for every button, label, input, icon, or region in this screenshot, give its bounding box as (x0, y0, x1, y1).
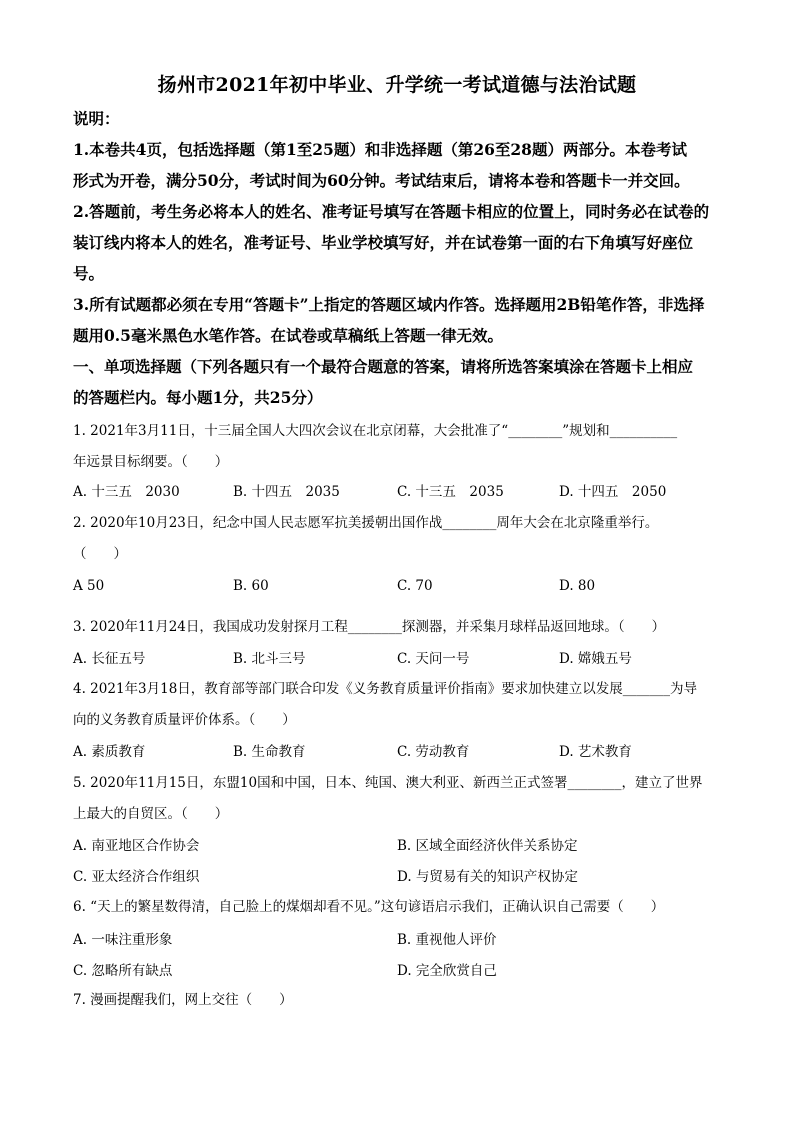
option-b: B. 生命教育 (233, 744, 306, 760)
option-b: B. 重视他人评价 (397, 932, 497, 948)
instruction-line: 1.本卷共4页，包括选择题（第1至25题）和非选择题（第26至28题）两部分。本卷考试 (73, 140, 687, 159)
section-heading: 一、单项选择题（下列各题只有一个最符合题意的答案，请将所选答案填涂在答题卡上相应 (73, 357, 694, 376)
option-c: C. 十三五 2035 (397, 484, 504, 500)
option-a: A. 素质教育 (73, 744, 146, 760)
question-text: （ ） (73, 546, 127, 562)
question-4-options (73, 741, 723, 763)
option-b: B. 北斗三号 (233, 651, 306, 667)
option-a: A 50 (73, 578, 105, 594)
question-text: 年远景目标纲要。（ ） (73, 454, 229, 470)
option-d: D. 80 (559, 578, 596, 594)
question-5-options-row2 (73, 866, 723, 888)
question-3 (73, 612, 723, 643)
question-6-options-row1 (73, 929, 723, 951)
question-3-options (73, 648, 723, 670)
question-text: 1. 2021年3月11日，十三届全国人大四次会议在北京闭幕，大会批准了“________”规划和__________ (73, 423, 678, 439)
question-6-options-row2 (73, 960, 723, 982)
instructions (73, 103, 723, 413)
question-7 (73, 985, 723, 1016)
question-text: 6. “天上的繁星数得清，自己脸上的煤烟却看不见。”这句谚语启示我们，正确认识自己需要（ ） (73, 899, 665, 915)
option-b: B. 区域全面经济伙伴关系协定 (397, 838, 578, 854)
question-1-options (73, 481, 723, 503)
option-b: B. 60 (233, 578, 269, 594)
option-d: D. 完全欣赏自己 (397, 963, 497, 979)
question-6 (73, 892, 723, 923)
instructions-heading: 说明： (73, 109, 120, 128)
option-c: C. 劳动教育 (397, 744, 470, 760)
option-a: A. 长征五号 (73, 651, 146, 667)
question-text: 2. 2020年10月23日，纪念中国人民志愿军抗美援朝出国作战________周年大会在北京隆重举行。 (73, 515, 659, 531)
instruction-line: 装订线内将本人的姓名，准考证号、毕业学校填写好，并在试卷第一面的右下角填写好座位 (73, 233, 694, 252)
option-c: C. 亚太经济合作组织 (73, 869, 200, 885)
question-2 (73, 508, 723, 570)
question-text: 5. 2020年11月15日，东盟10国和中国，日本、纯国、澳大利亚、新西兰正式签署________，建立了世界 (73, 775, 703, 791)
option-a: A. 南亚地区合作协会 (73, 838, 200, 854)
option-a: A. 一味注重形象 (73, 932, 173, 948)
option-d: D. 艺术教育 (559, 744, 632, 760)
question-text: 上最大的自贸区。（ ） (73, 806, 229, 822)
question-text: 7. 漫画提醒我们，网上交往（ ） (73, 992, 293, 1008)
question-text: 3. 2020年11月24日，我国成功发射探月工程________探测器，并采集月球样品返回地球。（ ） (73, 619, 666, 635)
option-d: D. 嫦娥五号 (559, 651, 632, 667)
option-c: C. 70 (397, 578, 433, 594)
instruction-line: 3.所有试题都必须在专用“答题卡”上指定的答题区域内作答。选择题用2B铅笔作答，非选择 (73, 295, 705, 314)
instruction-line: 题用0.5毫米黑色水笔作答。在试卷或草稿纸上答题一律无效。 (73, 326, 503, 345)
instruction-line: 号。 (73, 264, 105, 283)
question-4 (73, 674, 723, 736)
question-5-options-row1 (73, 835, 723, 857)
question-2-options (73, 575, 723, 597)
question-text: 向的义务教育质量评价体系。（ ） (73, 712, 296, 728)
page-title: 扬州市2021年初中毕业、升学统一考试道德与法治试题 (157, 74, 637, 96)
question-text: 4. 2021年3月18日，教育部等部门联合印发《义务教育质量评价指南》要求加快建立以发展_______为导 (73, 681, 698, 697)
instruction-line: 2.答题前，考生务必将本人的姓名、准考证号填写在答题卡相应的位置上，同时务必在试卷的 (73, 202, 710, 221)
instruction-line: 形式为开卷，满分50分，考试时间为60分钟。考试结束后，请将本卷和答题卡一并交回。 (73, 171, 690, 190)
section-heading: 的答题栏内。每小题1分，共25分） (73, 388, 323, 407)
option-d: D. 与贸易有关的知识产权协定 (397, 869, 578, 885)
question-5 (73, 768, 723, 830)
question-1 (73, 416, 723, 478)
option-d: D. 十四五 2050 (559, 484, 667, 500)
option-c: C. 天问一号 (397, 651, 470, 667)
option-c: C. 忽略所有缺点 (73, 963, 173, 979)
option-a: A. 十三五 2030 (73, 484, 180, 500)
option-b: B. 十四五 2035 (233, 484, 340, 500)
